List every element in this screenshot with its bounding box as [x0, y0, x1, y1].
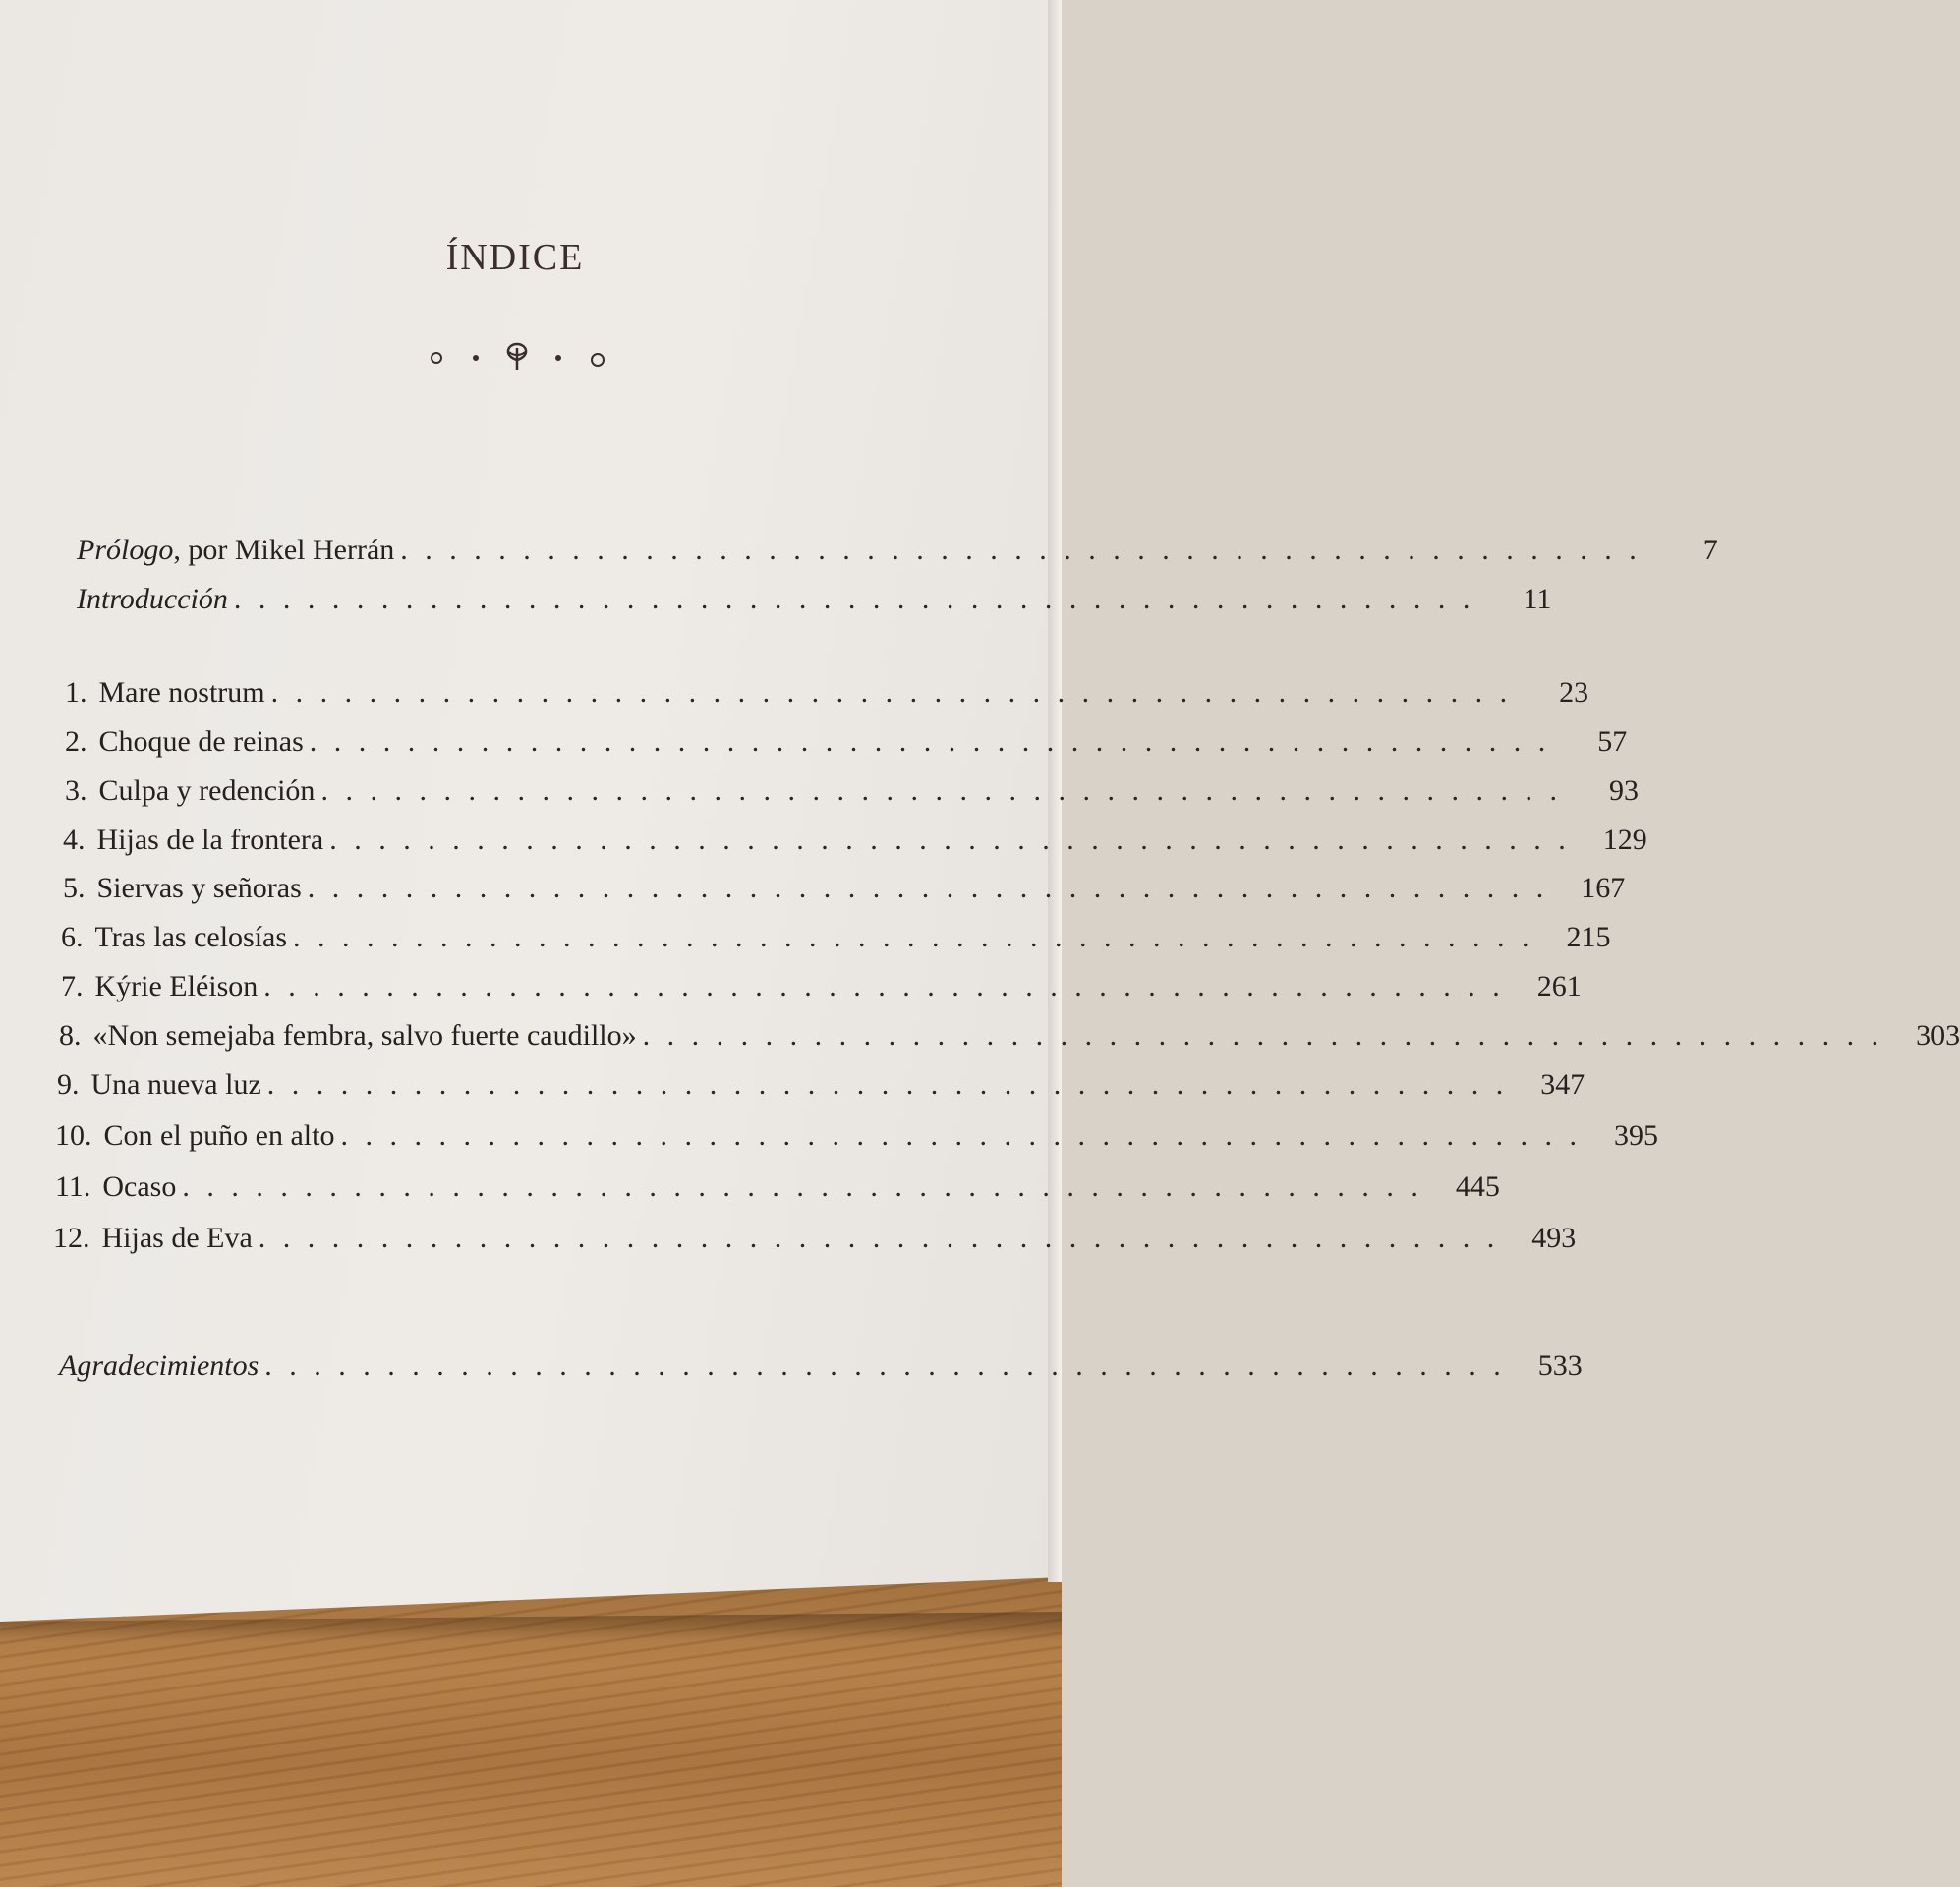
dot-leader: . . . . . . . . . . . . . . . . . . . . . . . . . . . . . . . . . . . . . . . . . . . . . . . . . . .	[400, 534, 1642, 566]
chapter-number: 4.	[63, 824, 86, 856]
dot-leader: . . . . . . . . . . . . . . . . . . . . . . . . . . . . . . . . . . . . . . . . . . . . . . . . . . .	[320, 774, 1562, 807]
toc-title: Kýrie Eléison	[94, 970, 259, 1002]
dot-leader: . . . . . . . . . . . . . . . . . . . . . . . . . . . . . . . . . . . . . . . . . . . . . . . . . . .	[340, 1119, 1582, 1152]
page-title: ÍNDICE	[445, 237, 585, 278]
toc-entry-chapter-6[interactable]	[61, 918, 1611, 957]
toc-page-number: 93	[1608, 774, 1639, 807]
toc-title-rest: , por Mikel Herrán	[173, 534, 395, 566]
toc-entry-chapter-4[interactable]	[63, 821, 1647, 860]
toc-page-number: 57	[1597, 725, 1628, 758]
toc-entry-chapter-8[interactable]	[59, 1016, 1960, 1056]
chapter-number: 12.	[53, 1222, 90, 1254]
toc-title: Mare nostrum	[98, 676, 265, 709]
fleuron-divider-icon	[429, 336, 605, 375]
dot-leader: . . . . . . . . . . . . . . . . . . . . . . . . . . . . . . . . . . . . . . . . . . . . . . . . . . .	[233, 583, 1475, 615]
toc-title: Ocaso	[102, 1171, 177, 1203]
chapter-number: 5.	[63, 872, 86, 904]
toc-page-number: 129	[1602, 824, 1647, 856]
toc-title: Culpa y redención	[98, 774, 316, 807]
toc-title: «Non semejaba fembra, salvo fuerte caudillo»	[92, 1019, 637, 1052]
toc-page-number: 23	[1559, 676, 1589, 709]
toc-page-number: 261	[1536, 970, 1582, 1002]
dot-leader: . . . . . . . . . . . . . . . . . . . . . . . . . . . . . . . . . . . . . . . . . . . . . . . . . . .	[309, 725, 1551, 758]
toc-entry-chapter-7[interactable]	[61, 967, 1582, 1006]
chapter-number: 7.	[61, 970, 84, 1002]
chapter-number: 2.	[65, 725, 87, 758]
toc-entry-chapter-11[interactable]	[55, 1168, 1500, 1207]
chapter-number: 11.	[55, 1171, 91, 1203]
toc-page-number: 11	[1523, 583, 1552, 615]
toc-page-number: 167	[1581, 872, 1626, 904]
toc-page-number: 493	[1531, 1222, 1577, 1254]
toc-title	[77, 531, 394, 570]
dot-leader: . . . . . . . . . . . . . . . . . . . . . . . . . . . . . . . . . . . . . . . . . . . . . . . . . . .	[258, 1222, 1500, 1254]
toc-entry-agradecimientos[interactable]	[59, 1346, 1583, 1386]
dot-leader: . . . . . . . . . . . . . . . . . . . . . . . . . . . . . . . . . . . . . . . . . . . . . . . . . . .	[266, 1068, 1509, 1101]
toc-title: Agradecimientos	[59, 1349, 259, 1382]
toc-entry-chapter-2[interactable]	[65, 722, 1628, 762]
toc-page-number: 533	[1537, 1349, 1583, 1382]
toc-entry-chapter-9[interactable]	[57, 1065, 1585, 1105]
toc-title: Tras las celosías	[94, 921, 288, 953]
toc-page-number: 215	[1566, 921, 1611, 953]
chapter-number: 1.	[65, 676, 87, 709]
toc-title: Siervas y señoras	[96, 872, 302, 904]
toc-title: Introducción	[77, 583, 228, 615]
chapter-number: 6.	[61, 921, 84, 953]
chapter-number: 9.	[57, 1068, 80, 1101]
dot-leader: . . . . . . . . . . . . . . . . . . . . . . . . . . . . . . . . . . . . . . . . . . . . . . . . . . .	[263, 970, 1505, 1002]
toc-title: Hijas de Eva	[101, 1222, 253, 1254]
dot-leader: . . . . . . . . . . . . . . . . . . . . . . . . . . . . . . . . . . . . . . . . . . . . . . . . . . .	[293, 921, 1534, 953]
dot-leader: . . . . . . . . . . . . . . . . . . . . . . . . . . . . . . . . . . . . . . . . . . . . . . . . . . .	[307, 872, 1549, 904]
chapter-number: 10.	[55, 1119, 92, 1152]
toc-page-number: 445	[1455, 1171, 1500, 1203]
toc-entry-chapter-10[interactable]	[55, 1116, 1658, 1156]
dot-leader: . . . . . . . . . . . . . . . . . . . . . . . . . . . . . . . . . . . . . . . . . . . . . . . . . . .	[642, 1019, 1884, 1052]
toc-entry-introduccion[interactable]	[77, 580, 1552, 619]
toc-title: Choque de reinas	[98, 725, 304, 758]
toc-page-number: 395	[1613, 1119, 1658, 1152]
toc-title: Con el puño en alto	[103, 1119, 335, 1152]
chapter-number: 3.	[65, 774, 87, 807]
toc-title: Una nueva luz	[90, 1068, 261, 1101]
toc-entry-chapter-5[interactable]	[63, 869, 1626, 908]
toc-entry-chapter-3[interactable]	[65, 772, 1639, 811]
toc-page-number: 303	[1916, 1019, 1960, 1052]
dot-leader: . . . . . . . . . . . . . . . . . . . . . . . . . . . . . . . . . . . . . . . . . . . . . . . . . . .	[270, 676, 1513, 709]
dot-leader: . . . . . . . . . . . . . . . . . . . . . . . . . . . . . . . . . . . . . . . . . . . . . . . . . . .	[329, 824, 1571, 856]
toc-page-number: 7	[1702, 534, 1718, 566]
toc-entry-chapter-12[interactable]	[53, 1219, 1577, 1258]
dot-leader: . . . . . . . . . . . . . . . . . . . . . . . . . . . . . . . . . . . . . . . . . . . . . . . . . . .	[264, 1349, 1506, 1382]
toc-entry-prologo[interactable]	[77, 531, 1718, 570]
toc-entry-chapter-1[interactable]	[65, 673, 1589, 713]
toc-title: Hijas de la frontera	[96, 824, 324, 856]
dot-leader: . . . . . . . . . . . . . . . . . . . . . . . . . . . . . . . . . . . . . . . . . . . . . . . . . . .	[182, 1171, 1423, 1203]
toc-page-number: 347	[1540, 1068, 1585, 1101]
toc-title-italic: Prólogo	[77, 534, 174, 566]
chapter-number: 8.	[59, 1019, 82, 1052]
